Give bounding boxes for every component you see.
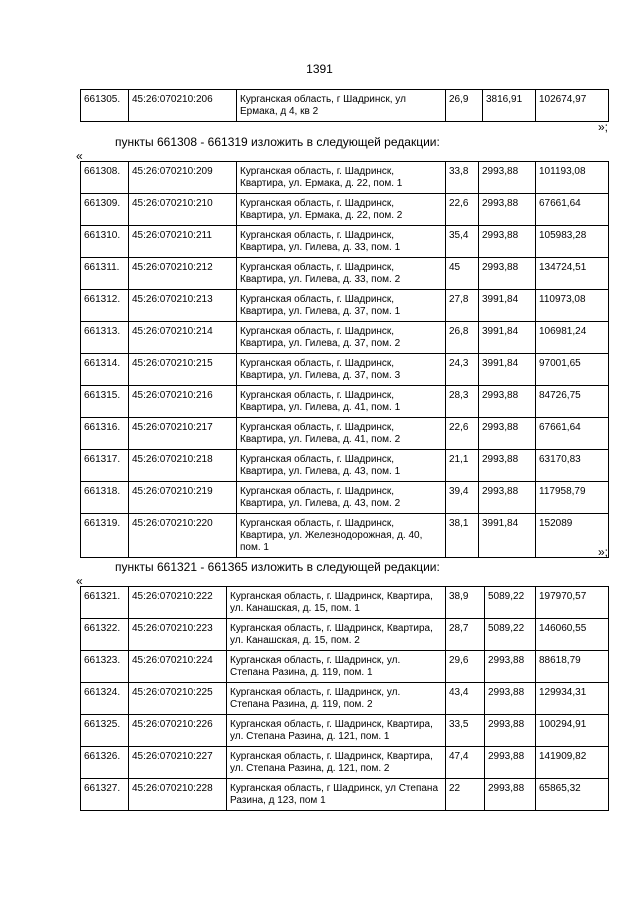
closing-quote: »; bbox=[597, 545, 608, 559]
address-cell: Курганская область, г. Шадринск, Квартира, ул. Ермака, д. 22, пом. 1 bbox=[237, 162, 446, 194]
area-cell: 45 bbox=[446, 258, 479, 290]
cadastral-value-cell: 134724,51 bbox=[536, 258, 609, 290]
area-cell: 28,3 bbox=[446, 386, 479, 418]
address-cell: Курганская область, г. Шадринск, Квартира, ул. Гилева, д. 33, пом. 2 bbox=[237, 258, 446, 290]
area-cell: 21,1 bbox=[446, 450, 479, 482]
address-cell: Курганская область, г. Шадринск, Квартира, ул. Гилева, д. 37, пом. 3 bbox=[237, 354, 446, 386]
specific-value-cell: 2993,88 bbox=[485, 715, 536, 747]
table-row bbox=[81, 162, 609, 194]
table-row bbox=[81, 651, 609, 683]
cadastral-value-cell: 100294,91 bbox=[536, 715, 609, 747]
area-cell: 24,3 bbox=[446, 354, 479, 386]
specific-value-cell: 2993,88 bbox=[479, 450, 536, 482]
table-row bbox=[81, 587, 609, 619]
specific-value-cell: 2993,88 bbox=[485, 651, 536, 683]
amendment-instruction: пункты 661308 - 661319 изложить в следующей редакции: bbox=[115, 135, 440, 149]
cadastral-value-cell: 152089 bbox=[536, 514, 609, 558]
specific-value-cell: 2993,88 bbox=[485, 779, 536, 811]
item-number-cell: 661319. bbox=[81, 514, 129, 558]
table-row bbox=[81, 450, 609, 482]
cadastral-number-cell: 45:26:070210:217 bbox=[129, 418, 237, 450]
item-number-cell: 661325. bbox=[81, 715, 129, 747]
amendment-instruction: пункты 661321 - 661365 изложить в следующей редакции: bbox=[115, 560, 440, 574]
cadastral-number-cell: 45:26:070210:216 bbox=[129, 386, 237, 418]
address-cell: Курганская область, г. Шадринск, Квартира, ул. Гилева, д. 41, пом. 1 bbox=[237, 386, 446, 418]
address-cell: Курганская область, г. Шадринск, Квартира, ул. Ермака, д. 22, пом. 2 bbox=[237, 194, 446, 226]
cadastral-number-cell: 45:26:070210:226 bbox=[129, 715, 227, 747]
cadastral-number-cell: 45:26:070210:213 bbox=[129, 290, 237, 322]
cadastral-value-cell: 65865,32 bbox=[536, 779, 609, 811]
item-number-cell: 661323. bbox=[81, 651, 129, 683]
specific-value-cell: 5089,22 bbox=[485, 619, 536, 651]
area-cell: 28,7 bbox=[446, 619, 485, 651]
specific-value-cell: 2993,88 bbox=[479, 482, 536, 514]
specific-value-cell: 2993,88 bbox=[479, 258, 536, 290]
cadastral-value-cell: 197970,57 bbox=[536, 587, 609, 619]
area-cell: 22 bbox=[446, 779, 485, 811]
address-cell: Курганская область, г. Шадринск, Квартира, ул. Гилева, д. 37, пом. 1 bbox=[237, 290, 446, 322]
cadastral-value-cell: 106981,24 bbox=[536, 322, 609, 354]
address-cell: Курганская область, г. Шадринск, Квартира, ул. Гилева, д. 43, пом. 2 bbox=[237, 482, 446, 514]
item-number-cell: 661317. bbox=[81, 450, 129, 482]
cadastral-number-cell: 45:26:070210:227 bbox=[129, 747, 227, 779]
item-number-cell: 661311. bbox=[81, 258, 129, 290]
area-cell: 27,8 bbox=[446, 290, 479, 322]
cadastral-number-cell: 45:26:070210:215 bbox=[129, 354, 237, 386]
address-cell: Курганская область, г. Шадринск, Квартира, ул. Степана Разина, д. 121, пом. 2 bbox=[227, 747, 446, 779]
cadastral-value-cell: 84726,75 bbox=[536, 386, 609, 418]
address-cell: Курганская область, г Шадринск, ул Ермака, д 4, кв 2 bbox=[237, 90, 446, 122]
table-row bbox=[81, 258, 609, 290]
address-cell: Курганская область, г. Шадринск, Квартира, ул. Степана Разина, д. 121, пом. 1 bbox=[227, 715, 446, 747]
cadastral-number-cell: 45:26:070210:214 bbox=[129, 322, 237, 354]
item-number-cell: 661315. bbox=[81, 386, 129, 418]
item-number-cell: 661321. bbox=[81, 587, 129, 619]
cadastral-value-cell: 63170,83 bbox=[536, 450, 609, 482]
item-number-cell: 661316. bbox=[81, 418, 129, 450]
opening-quote: « bbox=[76, 574, 83, 588]
area-cell: 33,8 bbox=[446, 162, 479, 194]
specific-value-cell: 3991,84 bbox=[479, 322, 536, 354]
table-row bbox=[81, 226, 609, 258]
cadastral-value-cell: 102674,97 bbox=[536, 90, 609, 122]
specific-value-cell: 3991,84 bbox=[479, 290, 536, 322]
cadastral-value-cell: 117958,79 bbox=[536, 482, 609, 514]
property-table-top bbox=[80, 89, 609, 122]
cadastral-number-cell: 45:26:070210:218 bbox=[129, 450, 237, 482]
table-row bbox=[81, 683, 609, 715]
cadastral-value-cell: 105983,28 bbox=[536, 226, 609, 258]
cadastral-value-cell: 146060,55 bbox=[536, 619, 609, 651]
cadastral-number-cell: 45:26:070210:219 bbox=[129, 482, 237, 514]
area-cell: 22,6 bbox=[446, 418, 479, 450]
cadastral-value-cell: 141909,82 bbox=[536, 747, 609, 779]
specific-value-cell: 2993,88 bbox=[485, 683, 536, 715]
specific-value-cell: 2993,88 bbox=[479, 386, 536, 418]
specific-value-cell: 2993,88 bbox=[479, 162, 536, 194]
cadastral-number-cell: 45:26:070210:209 bbox=[129, 162, 237, 194]
area-cell: 43,4 bbox=[446, 683, 485, 715]
specific-value-cell: 2993,88 bbox=[479, 226, 536, 258]
specific-value-cell: 3816,91 bbox=[483, 90, 536, 122]
item-number-cell: 661305. bbox=[81, 90, 129, 122]
item-number-cell: 661327. bbox=[81, 779, 129, 811]
closing-quote: »; bbox=[597, 120, 608, 134]
area-cell: 26,8 bbox=[446, 322, 479, 354]
cadastral-number-cell: 45:26:070210:225 bbox=[129, 683, 227, 715]
item-number-cell: 661308. bbox=[81, 162, 129, 194]
table-row bbox=[81, 354, 609, 386]
cadastral-value-cell: 67661,64 bbox=[536, 418, 609, 450]
area-cell: 33,5 bbox=[446, 715, 485, 747]
cadastral-value-cell: 67661,64 bbox=[536, 194, 609, 226]
specific-value-cell: 2993,88 bbox=[479, 194, 536, 226]
cadastral-number-cell: 45:26:070210:228 bbox=[129, 779, 227, 811]
table-row bbox=[81, 619, 609, 651]
cadastral-value-cell: 97001,65 bbox=[536, 354, 609, 386]
item-number-cell: 661310. bbox=[81, 226, 129, 258]
table-row bbox=[81, 418, 609, 450]
item-number-cell: 661326. bbox=[81, 747, 129, 779]
address-cell: Курганская область, г. Шадринск, ул. Степана Разина, д. 119, пом. 2 bbox=[227, 683, 446, 715]
table-row bbox=[81, 90, 609, 122]
cadastral-value-cell: 129934,31 bbox=[536, 683, 609, 715]
address-cell: Курганская область, г. Шадринск, Квартира, ул. Железнодорожная, д. 40, пом. 1 bbox=[237, 514, 446, 558]
item-number-cell: 661322. bbox=[81, 619, 129, 651]
cadastral-number-cell: 45:26:070210:210 bbox=[129, 194, 237, 226]
specific-value-cell: 5089,22 bbox=[485, 587, 536, 619]
area-cell: 39,4 bbox=[446, 482, 479, 514]
item-number-cell: 661314. bbox=[81, 354, 129, 386]
address-cell: Курганская область, г. Шадринск, Квартира, ул. Канашская, д. 15, пом. 2 bbox=[227, 619, 446, 651]
item-number-cell: 661324. bbox=[81, 683, 129, 715]
cadastral-number-cell: 45:26:070210:224 bbox=[129, 651, 227, 683]
area-cell: 47,4 bbox=[446, 747, 485, 779]
item-number-cell: 661313. bbox=[81, 322, 129, 354]
table-row bbox=[81, 290, 609, 322]
address-cell: Курганская область, г. Шадринск, Квартира, ул. Гилева, д. 43, пом. 1 bbox=[237, 450, 446, 482]
item-number-cell: 661309. bbox=[81, 194, 129, 226]
area-cell: 35,4 bbox=[446, 226, 479, 258]
property-table-amended bbox=[80, 586, 609, 811]
specific-value-cell: 2993,88 bbox=[479, 418, 536, 450]
table-row bbox=[81, 194, 609, 226]
page-number: 1391 bbox=[306, 62, 333, 76]
table-row bbox=[81, 386, 609, 418]
area-cell: 38,1 bbox=[446, 514, 479, 558]
opening-quote: « bbox=[76, 149, 83, 163]
address-cell: Курганская область, г Шадринск, ул Степана Разина, д 123, пом 1 bbox=[227, 779, 446, 811]
address-cell: Курганская область, г. Шадринск, Квартира, ул. Канашская, д. 15, пом. 1 bbox=[227, 587, 446, 619]
area-cell: 29,6 bbox=[446, 651, 485, 683]
address-cell: Курганская область, г. Шадринск, ул. Степана Разина, д. 119, пом. 1 bbox=[227, 651, 446, 683]
cadastral-number-cell: 45:26:070210:223 bbox=[129, 619, 227, 651]
cadastral-value-cell: 110973,08 bbox=[536, 290, 609, 322]
cadastral-number-cell: 45:26:070210:212 bbox=[129, 258, 237, 290]
area-cell: 22,6 bbox=[446, 194, 479, 226]
table-row bbox=[81, 715, 609, 747]
table-row bbox=[81, 747, 609, 779]
address-cell: Курганская область, г. Шадринск, Квартира, ул. Гилева, д. 33, пом. 1 bbox=[237, 226, 446, 258]
address-cell: Курганская область, г. Шадринск, Квартира, ул. Гилева, д. 37, пом. 2 bbox=[237, 322, 446, 354]
table-row bbox=[81, 779, 609, 811]
table-row bbox=[81, 482, 609, 514]
cadastral-number-cell: 45:26:070210:206 bbox=[129, 90, 237, 122]
specific-value-cell: 3991,84 bbox=[479, 514, 536, 558]
item-number-cell: 661312. bbox=[81, 290, 129, 322]
area-cell: 26,9 bbox=[446, 90, 483, 122]
item-number-cell: 661318. bbox=[81, 482, 129, 514]
cadastral-number-cell: 45:26:070210:211 bbox=[129, 226, 237, 258]
cadastral-value-cell: 88618,79 bbox=[536, 651, 609, 683]
cadastral-number-cell: 45:26:070210:222 bbox=[129, 587, 227, 619]
address-cell: Курганская область, г. Шадринск, Квартира, ул. Гилева, д. 41, пом. 2 bbox=[237, 418, 446, 450]
table-row bbox=[81, 322, 609, 354]
table-row bbox=[81, 514, 609, 558]
cadastral-number-cell: 45:26:070210:220 bbox=[129, 514, 237, 558]
property-table-amended bbox=[80, 161, 609, 558]
specific-value-cell: 2993,88 bbox=[485, 747, 536, 779]
cadastral-value-cell: 101193,08 bbox=[536, 162, 609, 194]
specific-value-cell: 3991,84 bbox=[479, 354, 536, 386]
area-cell: 38,9 bbox=[446, 587, 485, 619]
